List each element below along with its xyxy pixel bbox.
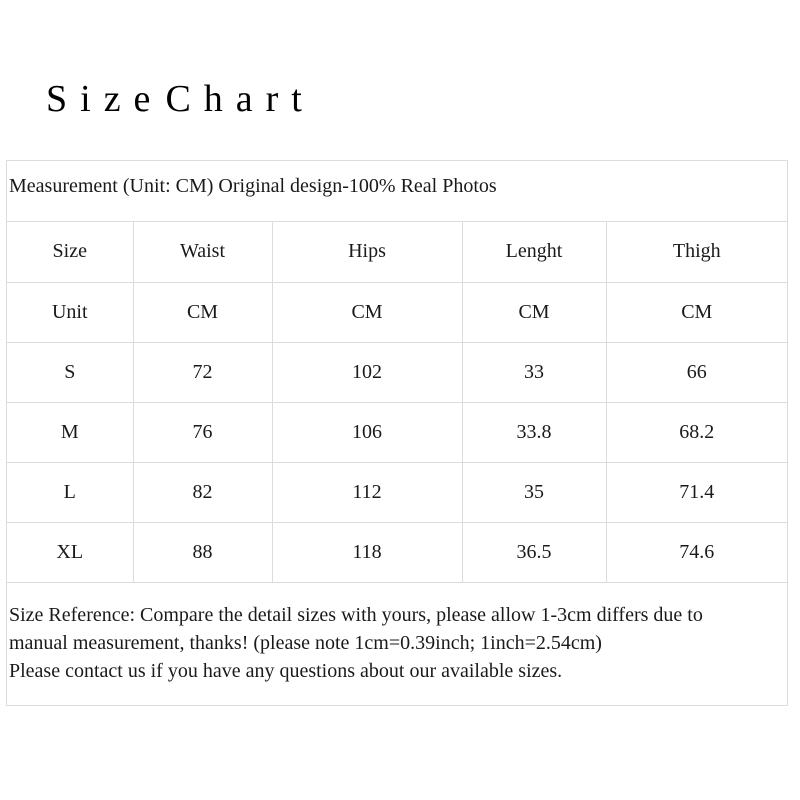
note-line: manual measurement, thanks! (please note 1cm=0.39inch; 1inch=2.54cm): [9, 632, 602, 654]
table-cell: S: [7, 342, 133, 402]
table-cell: CM: [272, 282, 462, 342]
table-cell: 74.6: [606, 522, 787, 582]
title-word-size: Size: [46, 78, 164, 120]
table-cell: 33: [462, 342, 606, 402]
table-header-row: [7, 222, 787, 282]
title-word-chart: Chart: [165, 78, 315, 120]
table-cell: 106: [272, 402, 462, 462]
size-reference-notes: [7, 588, 787, 685]
size-chart-panel: [6, 160, 788, 706]
table-cell: 76: [133, 402, 272, 462]
table-cell: 33.8: [462, 402, 606, 462]
page-title: [46, 76, 315, 122]
table-unit-row: [7, 282, 787, 342]
table-cell: CM: [133, 282, 272, 342]
header-thigh: Thigh: [606, 222, 787, 282]
table-cell: 102: [272, 342, 462, 402]
table-cell: XL: [7, 522, 133, 582]
table-cell: 36.5: [462, 522, 606, 582]
table-row: [7, 342, 787, 402]
table-cell: 112: [272, 462, 462, 522]
header-waist: Waist: [133, 222, 272, 282]
header-size: Size: [7, 222, 133, 282]
size-table: [7, 222, 787, 583]
table-cell: 66: [606, 342, 787, 402]
table-cell: CM: [606, 282, 787, 342]
table-cell: 118: [272, 522, 462, 582]
note-line: Please contact us if you have any questions about our available sizes.: [9, 660, 563, 682]
table-cell: 88: [133, 522, 272, 582]
table-cell: 35: [462, 462, 606, 522]
table-row: [7, 402, 787, 462]
note-line: Size Reference: Compare the detail sizes with yours, please allow 1-3cm differs due to: [9, 604, 703, 626]
table-row: [7, 462, 787, 522]
table-cell: 68.2: [606, 402, 787, 462]
table-cell: 82: [133, 462, 272, 522]
header-length: Lenght: [462, 222, 606, 282]
table-cell: Unit: [7, 282, 133, 342]
table-cell: 71.4: [606, 462, 787, 522]
table-cell: CM: [462, 282, 606, 342]
measurement-caption: Measurement (Unit: CM) Original design-100% Real Photos: [7, 161, 787, 222]
table-cell: L: [7, 462, 133, 522]
table-row: [7, 522, 787, 582]
table-cell: 72: [133, 342, 272, 402]
header-hips: Hips: [272, 222, 462, 282]
table-cell: M: [7, 402, 133, 462]
